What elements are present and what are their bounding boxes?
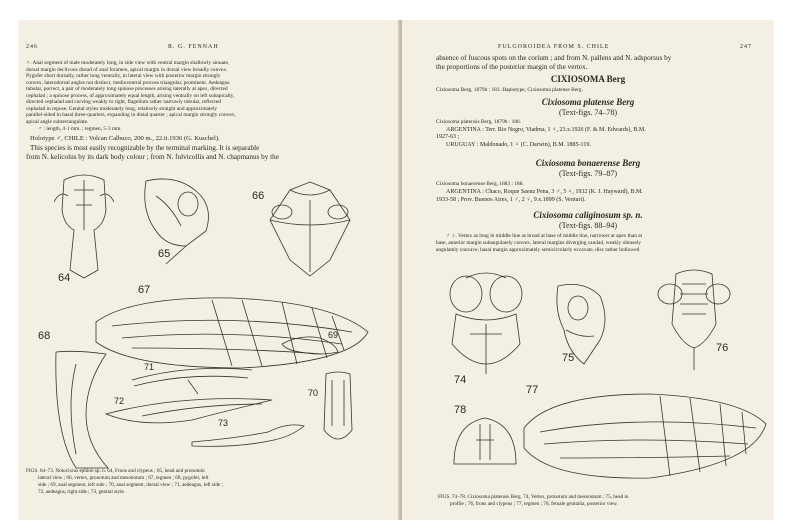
description-line: ♂. Anal segment of male moderately long, in side view with ventral margin shallowly sinuate, <box>26 60 230 66</box>
intro-line: the proportions of the posterior margin of the vertex. <box>436 63 588 71</box>
species-heading: Cixiosoma bonaerense Berg <box>535 158 641 168</box>
description-line: base, anterior margin subangulately convex, lateral margins diverging caudad, weakly obtusely <box>436 240 641 246</box>
figure-label: 67 <box>138 284 151 296</box>
page-number: 246 <box>26 44 38 50</box>
genus-reference: Cixiosoma Berg, 1879b : 183. Haplotype, Cixiosoma platense Berg. <box>436 87 583 93</box>
figure-label: 66 <box>252 190 265 202</box>
figure-label: 71 <box>144 362 155 372</box>
figure-label: 72 <box>114 396 125 406</box>
text-figs-ref: (Text-figs. 79–87) <box>558 169 618 178</box>
figure-label: 70 <box>308 388 319 398</box>
figure-label: 69 <box>328 330 339 340</box>
description-line: apical angle subrectangulate. <box>26 118 89 125</box>
figure-label: 64 <box>58 272 71 284</box>
left-page <box>18 20 400 520</box>
intro-line: absence of fuscous spots on the corium ; and from N. pallens and N. adsporsus by <box>436 54 672 62</box>
record-line: ARGENTINA : Terr. Rio Negro, Viadma, 1 ♀, 23.x.1926 (F. & M. Edwards), B.M. <box>446 127 646 133</box>
record-line: 1927-63 ; <box>436 134 460 140</box>
description-line: ♂ ♀. Vertex as long in middle line as broad at base of middle line, narrower at apex than at <box>446 233 643 239</box>
figure-label: 68 <box>38 330 51 342</box>
figure-label: 75 <box>562 352 575 364</box>
figure-caption-line: lateral view ; 66, vertex, pronotum and mesonotum ; 67, tegmen ; 68, pygofer, left <box>38 475 209 481</box>
description-line: cephalad in repose. Genital styles moderately long, relatively straight and approximately <box>26 105 218 112</box>
record-line: 1933-58 ; Prov. Buenos Aires, 1 ♂, 2 ♀, 9.x.1899 (S. Venturi). <box>436 197 586 203</box>
page-number: 247 <box>740 44 752 50</box>
figure-caption-line: FIGS. 64–73. Notocixius ephion sp. n. 64, Frons and clypeus ; 65, head and pronotum <box>26 468 205 474</box>
figure-label: 77 <box>526 384 539 396</box>
record-line: URUGUAY : Maldonado, 1 ♀ (C. Darwin), B.M. 1885-119. <box>446 142 591 148</box>
record-line: ARGENTINA : Chaco, Roque Saenz Pena, 3 ♂, 5 ♀, 1932 (K. J. Hayward), B.M. <box>446 189 643 195</box>
figure-label: 74 <box>454 374 467 386</box>
figure-caption-line: FIGS. 74–78. Cixiosoma platensis Berg. 74, Vertex, pronotum and mesonotum ; 75, head in <box>438 494 629 500</box>
figure-caption-line: 72, aedeagus, right side ; 73, genital style. <box>38 489 126 495</box>
figure-label: 73 <box>218 418 229 428</box>
figure-label: 65 <box>158 248 171 260</box>
holotype: Holotype ♂, CHILE : Volcan Calbuco, 200 m., 22.ii.1936 (G. Kuschel). <box>30 135 220 142</box>
figure-label: 76 <box>716 342 729 354</box>
species-heading: Cixiosoma platense Berg <box>541 97 635 107</box>
description-line: parallel-sided in basal three-quarters, expanding in distal quarter ; apical margin strongly convex, <box>26 112 236 118</box>
species-reference: Cixiosoma platensis Berg, 1879b : 186. <box>436 119 522 125</box>
text-figs-ref: (Text-figs. 88–94) <box>558 221 618 230</box>
female-genitalia-figure <box>450 410 520 470</box>
genital-style-figure <box>188 412 308 452</box>
species-heading: Cixiosoma caliginosum sp. n. <box>533 210 643 220</box>
measurement: ♂ : length, 4·1 mm. ; tegmen, 5·3 mm. <box>38 126 122 132</box>
head-pronotum-lateral-figure <box>126 176 226 266</box>
description-line: directed cephalad and curving weakly to right, flagellum rather narrowly tubular, reflected <box>26 99 221 105</box>
genus-heading: CIXIOSOMA Berg <box>550 74 626 84</box>
text-figs-ref: (Text-figs. 74–78) <box>558 108 618 117</box>
species-reference: Cixiosoma bonaerense Berg, 1883 : 188. <box>436 181 524 187</box>
remark-line: This species is most easily recognizable by the terminal marking. It is separable <box>30 144 260 152</box>
description-line: Pygofer short dorsally, rather long ventrally, in lateral view with posterior margin strongly <box>26 73 221 79</box>
description-line: dorsal margin declivous distad of anal foramen, apical margin in dorsal view broadly convex. <box>26 66 228 73</box>
vertex-pronotum-figure <box>260 180 360 280</box>
description-line: convex, laterodorsal angles not distinct, medioventral process triangular, prominent. Aedeagus <box>26 79 230 86</box>
frons-clypeus-figure <box>54 170 114 280</box>
description-line: cephalad ; a spinose process, of approximately equal length, arising ventrally on left subapically, <box>26 92 235 99</box>
description-line: tubular, porrect, a pair of moderately long spinose processes arising laterally at apex, directed <box>26 86 228 92</box>
remark-line: from N. kelicolus by its dark body colour ; from N. fulvicollis and N. chapmanus by the <box>26 153 279 161</box>
head-profile-figure <box>544 280 614 370</box>
running-head: FULGOROIDEA FROM S. CHILE <box>498 44 610 50</box>
figure-caption-line: profile ; 76, frons and clypeus ; 77, tegmen ; 78, female genitalia, posterior view. <box>450 501 618 507</box>
right-page <box>402 20 774 520</box>
figure-label: 78 <box>454 404 467 416</box>
running-head: R. G. FENNAH <box>168 44 219 50</box>
description-line: angulately concave, basal margin approximately semicircularly excavate, disc rather hollowed <box>436 247 640 253</box>
tegmen-figure <box>520 388 770 488</box>
anal-segment-dorsal-figure <box>318 370 358 450</box>
frons-clypeus-figure <box>656 264 732 374</box>
figure-caption-line: side ; 69, anal segment, left side ; 70, anal segment, dorsal view ; 71, aedeagus, left side ; <box>38 482 223 488</box>
